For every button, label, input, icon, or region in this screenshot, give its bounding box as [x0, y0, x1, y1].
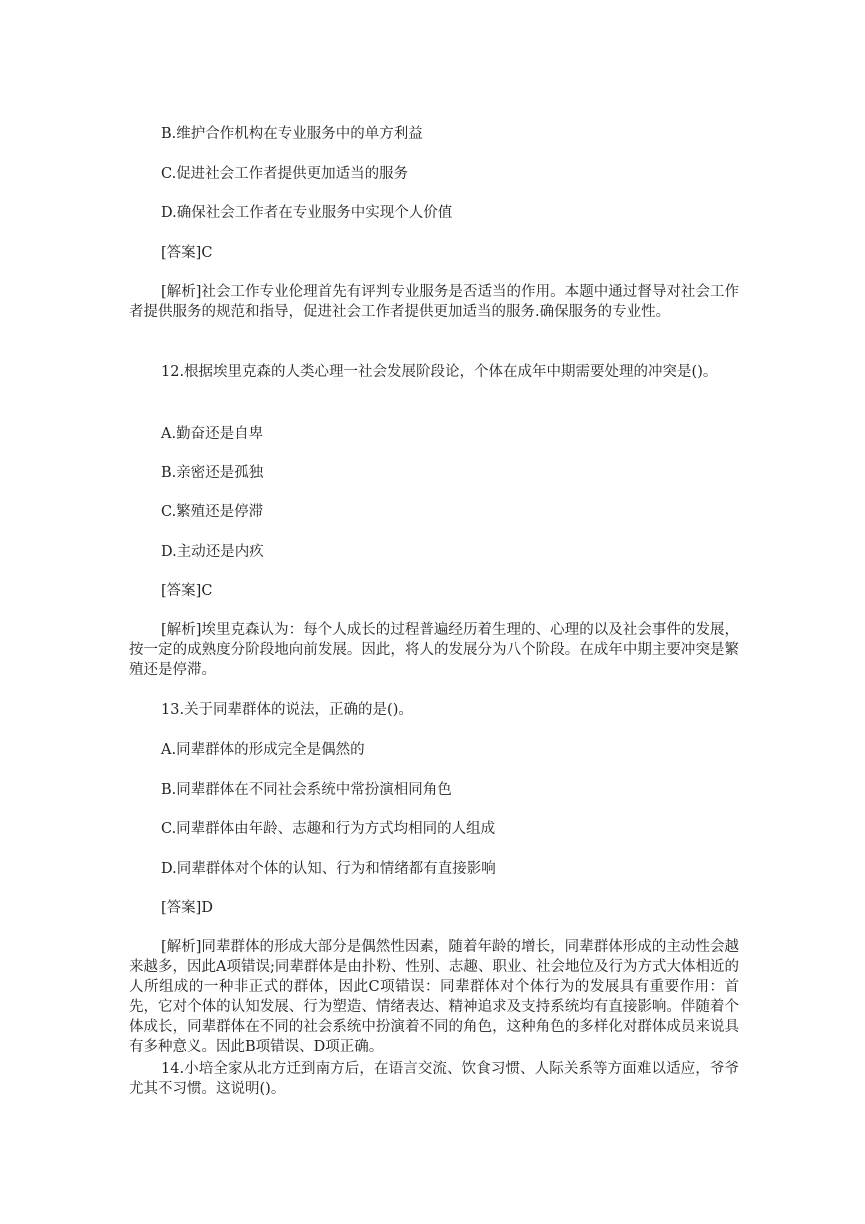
option-b-q12: B.亲密还是孤独	[161, 465, 264, 481]
question-13: 13.关于同辈群体的说法，正确的是()。	[161, 702, 413, 718]
explanation-q11: [解析]社会工作专业伦理首先有评判专业服务是否适当的作用。本题中通过督导对社会工作者提供服务的规范和指导，促进社会工作者提供更加适当的服务.确保服务的专业性。	[129, 284, 739, 320]
explanation-q13: [解析]同辈群体的形成大部分是偶然性因素，随着年龄的增长，同辈群体形成的主动性会越来越多，因此A项错误;同辈群体是由扑粉、性别、志趣、职业、社会地位及行为方式大体相近的人所组成的一种非正式的群体，因此C项错误：同辈群体对个体行为的发展具有重要作用：首先，它对个体的认知发展、行为塑造、情绪表达、精神追求及支持系统均有直接影响。伴随着个体成长，同辈群体在不同的社会系统中扮演着不同的角色，这种角色的多样化对群体成员来说具有多种意义。因此B项错误、D项正确。	[129, 939, 739, 1055]
answer-q13: [答案]D	[161, 900, 213, 916]
option-a-q13: A.同辈群体的形成完全是偶然的	[161, 742, 365, 758]
option-c-q12: C.繁殖还是停滞	[161, 504, 264, 520]
option-d-q11: D.确保社会工作者在专业服务中实现个人价值	[161, 205, 453, 221]
option-d-q12: D.主动还是内疚	[161, 544, 264, 560]
option-c-q13: C.同辈群体由年龄、志趣和行为方式均相同的人组成	[161, 821, 496, 837]
answer-q12: [答案]C	[161, 583, 213, 599]
option-d-q13: D.同辈群体对个体的认知、行为和情绪都有直接影响	[161, 861, 496, 877]
question-14: 14.小培全家从北方迁到南方后，在语言交流、饮食习惯、人际关系等方面难以适应，爷爷尤其不习惯。这说明()。	[129, 1061, 739, 1097]
question-12: 12.根据埃里克森的人类心理一社会发展阶段论，个体在成年中期需要处理的冲突是()。	[161, 364, 718, 380]
explanation-q12: [解析]埃里克森认为：每个人成长的过程普遍经历着生理的、心理的以及社会事件的发展，按一定的成熟度分阶段地向前发展。因此，将人的发展分为八个阶段。在成年中期主要冲突是繁殖还是停滞。	[129, 622, 739, 678]
option-b-q13: B.同辈群体在不同社会系统中常扮演相同角色	[161, 782, 452, 798]
option-c-q11: C.促进社会工作者提供更加适当的服务	[161, 166, 409, 182]
option-b-q11: B.维护合作机构在专业服务中的单方利益	[161, 126, 423, 142]
option-a-q12: A.勤奋还是自卑	[161, 426, 264, 442]
answer-q11: [答案]C	[161, 245, 213, 261]
